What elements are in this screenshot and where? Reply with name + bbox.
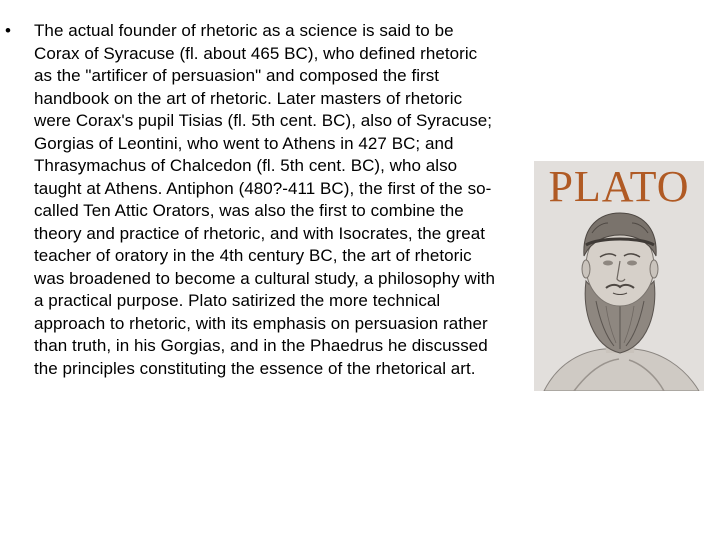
bullet-marker: • [5, 21, 11, 40]
portrait-title-text: PLATO [548, 162, 690, 211]
bullet-item [5, 20, 500, 380]
plato-portrait-image [534, 161, 704, 391]
plato-bust-illustration [534, 161, 704, 391]
body-paragraph: The actual founder of rhetoric as a science is said to be Corax of Syracuse (fl. about 465 BC), who defined rhetoric as the "artificer of persuasion" and composed the first handbook on the art of rhetoric. Later masters of rhetoric were Corax's pupil Tisias (fl. 5th cent. BC), also of Syracuse; Gorgias of Leontini, who went to Athens in 427 BC; and Thrasymachus of Chalcedon (fl. 5th cent. BC), who also taught at Athens. Antiphon (480?-411 BC), the first of the so-called Ten Attic Orators, was also the first to combine the theory and practice of rhetoric, and with Isocrates, the great teacher of oratory in the 4th century BC, the art of rhetoric was broadened to become a cultural study, a philosophy with a practical purpose. Plato satirized the more technical approach to rhetoric, with its emphasis on persuasion rather than truth, in his Gorgias, and in the Phaedrus he discussed the principles constituting the essence of the rhetorical art. [34, 21, 495, 378]
